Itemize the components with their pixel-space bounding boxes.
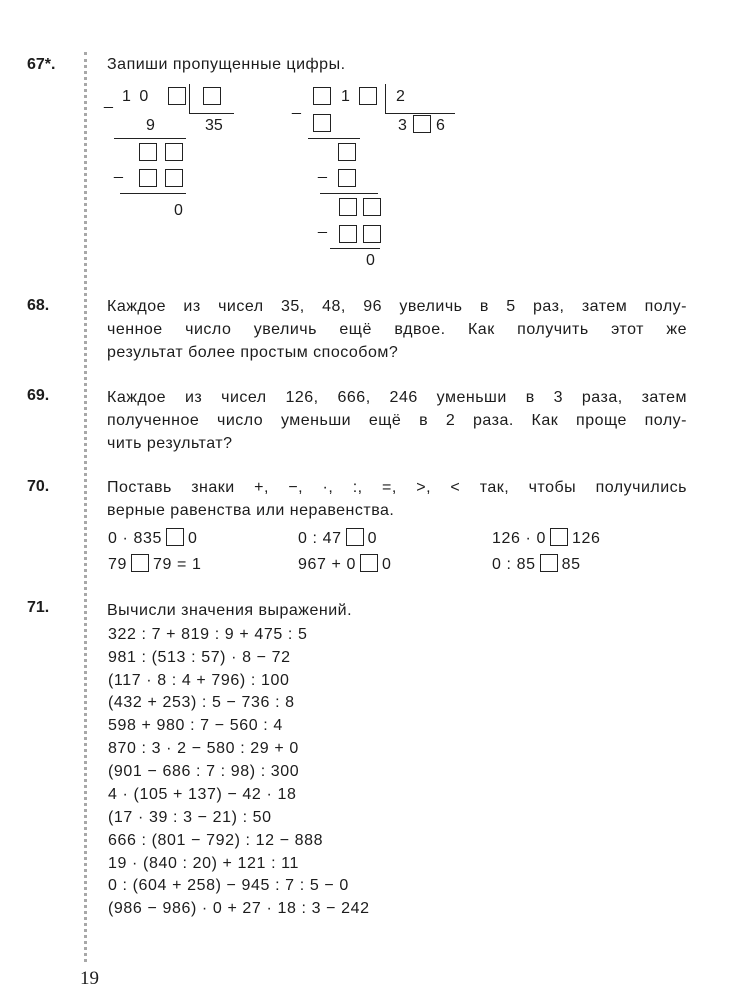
expression: (17 · 39 : 3 − 21) : 50 [108, 809, 272, 826]
underline [114, 138, 186, 139]
expression: (986 − 986) · 0 + 27 · 18 : 3 − 242 [108, 900, 370, 917]
text-line: Каждое из чисел 35, 48, 96 увеличь в 5 раз, затем полу- [107, 298, 687, 315]
expression: 666 : (801 − 792) : 12 − 888 [108, 832, 324, 849]
blank-box[interactable] [165, 169, 183, 187]
blank-box[interactable] [139, 169, 157, 187]
expression: 598 + 980 : 7 − 560 : 4 [108, 717, 283, 734]
blank-box[interactable] [363, 198, 381, 216]
text-line: Каждое из чисел 126, 666, 246 уменьши в 3 раза, затем [107, 389, 687, 406]
quotient: 35 [205, 117, 223, 134]
expression: 870 : 3 · 2 − 580 : 29 + 0 [108, 740, 299, 757]
division-bar [189, 84, 190, 114]
expr-right: 79 = 1 [153, 556, 202, 573]
page-number: 19 [80, 968, 99, 989]
comparison-expression [298, 528, 377, 548]
underline [120, 193, 186, 194]
expr-right: 126 [572, 530, 601, 547]
dividend-digits: 1 0 [122, 88, 151, 105]
expr-left: 0 : 85 [492, 556, 536, 573]
problem-68-number: 68. [27, 297, 50, 314]
blank-box[interactable] [313, 114, 331, 132]
expression: (432 + 253) : 5 − 736 : 8 [108, 694, 295, 711]
blank-box[interactable] [313, 87, 331, 105]
comparison-expression [108, 554, 202, 574]
text-line: результат более простым способом? [107, 344, 399, 361]
underline [308, 138, 360, 139]
text-line: чить результат? [107, 435, 233, 452]
expression: 322 : 7 + 819 : 9 + 475 : 5 [108, 626, 308, 643]
divisor: 2 [396, 88, 405, 105]
blank-box[interactable] [363, 225, 381, 243]
quotient-digit: 3 [398, 117, 407, 134]
quotient-line [189, 113, 234, 114]
expression: (117 · 8 : 4 + 796) : 100 [108, 672, 290, 689]
expr-right: 85 [561, 556, 581, 573]
blank-box[interactable] [168, 87, 186, 105]
problem-69-text [107, 386, 687, 455]
division-bar [385, 84, 386, 114]
blank-box[interactable] [338, 143, 356, 161]
blank-box[interactable] [203, 87, 221, 105]
expression: 4 · (105 + 137) − 42 · 18 [108, 786, 297, 803]
comparison-expression [492, 554, 581, 574]
problem-67-number: 67*. [27, 56, 56, 73]
quotient-digit: 6 [436, 117, 445, 134]
blank-box[interactable] [165, 143, 183, 161]
text-line: ченное число увеличь ещё вдвое. Как получить этот же [107, 321, 687, 338]
minus-sign: _ [104, 92, 113, 109]
problem-67-text: Запиши пропущенные цифры. [107, 56, 346, 73]
blank-box[interactable] [139, 143, 157, 161]
underline [320, 193, 378, 194]
blank-box[interactable] [413, 115, 431, 133]
blank-box[interactable] [338, 169, 356, 187]
problem-71-number: 71. [27, 599, 50, 616]
comparison-expression [298, 554, 392, 574]
problem-68-text [107, 295, 687, 364]
answer-box[interactable] [360, 554, 378, 572]
text-line: Поставь знаки +, −, ·, :, =, >, < так, чтобы получились [107, 479, 687, 496]
expr-left: 967 + 0 [298, 556, 357, 573]
minus-sign: _ [318, 162, 327, 179]
answer-box[interactable] [346, 528, 364, 546]
subtrahend: 9 [146, 117, 155, 134]
problem-70-text [107, 476, 687, 522]
comparison-expression [108, 528, 198, 548]
answer-box[interactable] [166, 528, 184, 546]
blank-box[interactable] [339, 225, 357, 243]
expr-left: 0 · 835 [108, 530, 163, 547]
expression: 981 : (513 : 57) · 8 − 72 [108, 649, 291, 666]
underline [330, 248, 380, 249]
expression: 0 : (604 + 258) − 945 : 7 : 5 − 0 [108, 877, 349, 894]
answer-box[interactable] [540, 554, 558, 572]
blank-box[interactable] [339, 198, 357, 216]
comparison-expression [492, 528, 601, 548]
expr-right: 0 [188, 530, 198, 547]
expression: 19 · (840 : 20) + 121 : 11 [108, 855, 299, 872]
blank-box[interactable] [359, 87, 377, 105]
minus-sign: _ [292, 98, 301, 115]
minus-sign: _ [318, 217, 327, 234]
problem-71-text: Вычисли значения выражений. [107, 602, 353, 619]
expression: (901 − 686 : 7 : 98) : 300 [108, 763, 300, 780]
expr-right: 0 [382, 556, 392, 573]
margin-dotted-line [84, 52, 87, 962]
minus-sign: _ [114, 162, 123, 179]
answer-box[interactable] [550, 528, 568, 546]
problem-69-number: 69. [27, 387, 50, 404]
dividend-digit: 1 [341, 88, 350, 105]
expr-left: 79 [108, 556, 127, 573]
text-line: полученное число уменьши ещё в 2 раза. Как проще полу- [107, 412, 687, 429]
expr-right: 0 [367, 530, 378, 547]
expr-left: 126 · 0 [492, 530, 547, 547]
answer-box[interactable] [131, 554, 149, 572]
problem-70-number: 70. [27, 478, 50, 495]
expr-left: 0 : 47 [298, 530, 342, 547]
quotient-line [385, 113, 455, 114]
remainder: 0 [174, 202, 183, 219]
text-line: верные равенства или неравенства. [107, 502, 395, 519]
remainder: 0 [366, 252, 375, 269]
